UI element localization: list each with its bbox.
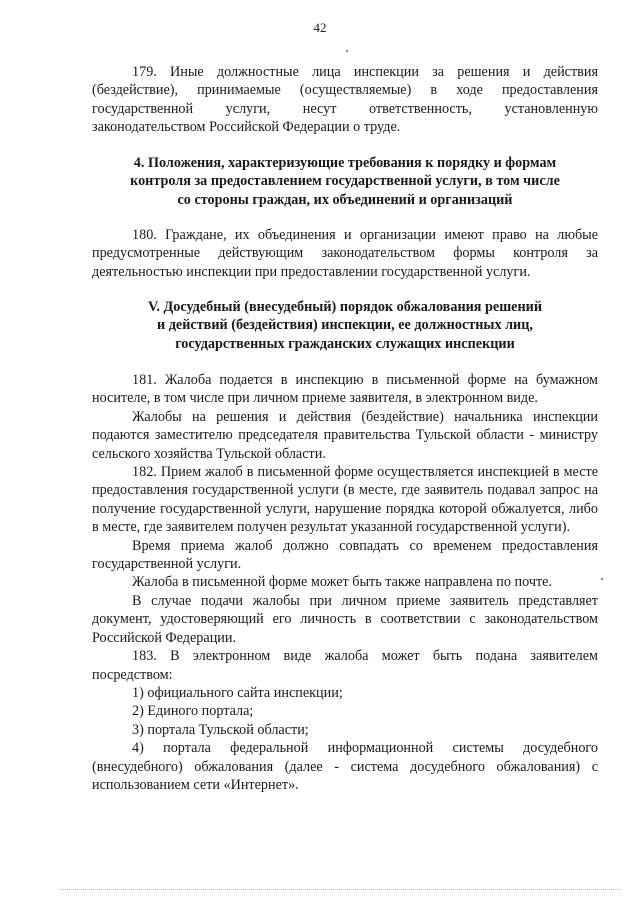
section-5-heading-line-1: V. Досудебный (внесудебный) порядок обжалования решений xyxy=(148,299,542,315)
paragraph-182-mail: Жалоба в письменной форме может быть также направлена по почте. xyxy=(132,574,553,591)
section-4-heading xyxy=(92,154,598,209)
scan-speck xyxy=(601,578,603,580)
list-item-183-1: 1) официального сайта инспекции; xyxy=(132,684,343,701)
paragraph-179: 179. Иные должностные лица инспекции за решения и действия (бездействие), принимаемые (осуществляемые) в ходе предоставления государственной услуги, несут ответственность, установленную законодательством Российской Федерации о труде. xyxy=(92,64,598,136)
section-5-heading xyxy=(92,298,598,353)
section-5-body xyxy=(92,371,598,794)
paragraph-180: 180. Граждане, их объединения и организации имеют право на любые предусмотренные действующим законодательством формы контроля за деятельностью инспекции при предоставлении государственной услуги. xyxy=(92,227,598,280)
list-item-183-4: 4) портала федеральной информационной системы досудебного (внесудебного) обжалования (далее - система досудебного обжалования) с использованием сети «Интернет». xyxy=(92,740,598,793)
paragraph-180-block xyxy=(92,226,598,281)
section-5-heading-line-3: государственных гражданских служащих инспекции xyxy=(175,335,515,352)
section-4-heading-line-1: 4. Положения, характеризующие требования к порядку и формам xyxy=(133,155,557,171)
paragraph-182-time: Время приема жалоб должно совпадать со временем предоставления государственной услуги. xyxy=(92,537,598,573)
paragraph-181: 181. Жалоба подается в инспекцию в письменной форме на бумажном носителе, в том числе при личном приеме заявителя, в электронном виде. xyxy=(92,372,598,407)
scan-bottom-artifact xyxy=(60,889,620,890)
list-item-183-3: 3) портала Тульской области; xyxy=(132,721,309,738)
paragraph-182-identity: В случае подачи жалобы при личном приеме заявитель представляет документ, удостоверяющий его личность в соответствии с законодательством Российской Федерации. xyxy=(92,592,598,646)
section-4-heading-line-2: контроля за предоставлением государственной услуги, в том числе xyxy=(130,173,560,190)
paragraph-181-complaints-head: Жалобы на решения и действия (бездействие) начальника инспекции подаются заместителю председателя правительства Тульской области - министру сельского хозяйства Тульской области. xyxy=(92,408,598,462)
section-4-heading-line-3: со стороны граждан, их объединений и организаций xyxy=(177,191,513,208)
paragraph-182: 182. Прием жалоб в письменной форме осуществляется инспекцией в месте предоставления государственной услуги (в месте, где заявитель подавал запрос на получение государственной услуги, нарушение порядка которой обжалуется, либо в месте, где заявителем получен результат указанной государственной услуги). xyxy=(92,464,598,536)
page-number: 42 xyxy=(313,20,327,35)
list-item-183-2: 2) Единого портала; xyxy=(132,703,254,720)
section-5-heading-line-2: и действий (бездействия) инспекции, ее должностных лиц, xyxy=(157,317,533,334)
paragraph-183: 183. В электронном виде жалоба может быть подана заявителем посредством: xyxy=(92,648,598,683)
scan-speck xyxy=(346,50,348,52)
paragraph-179-block xyxy=(92,63,598,137)
